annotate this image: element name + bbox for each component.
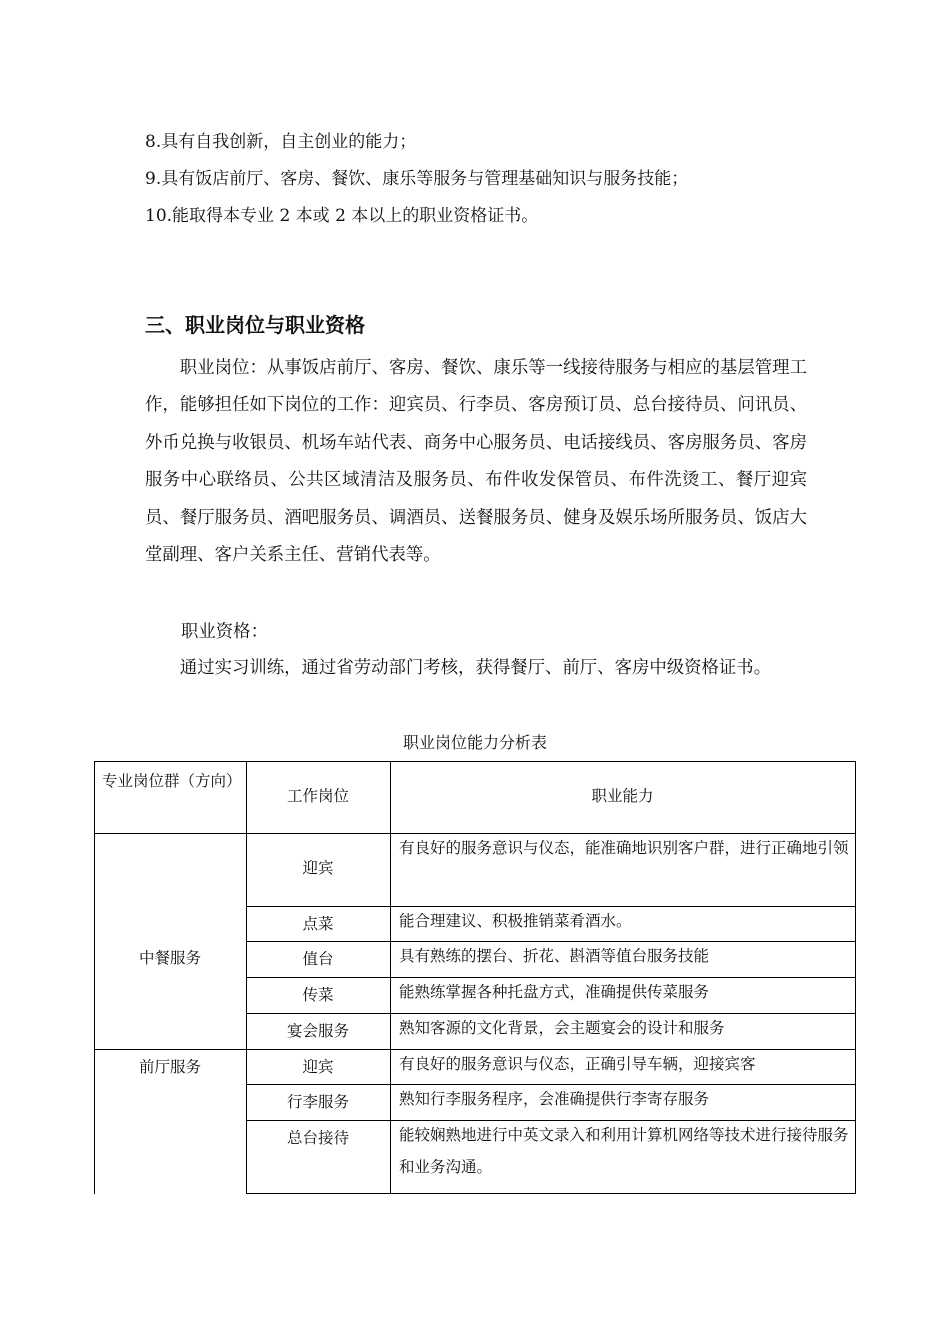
table-border-bottom (246, 1193, 856, 1194)
ability-cell: 能较娴熟地进行中英文录入和利用计算机网络等技术进行接待服务和业务沟通。 (399, 1126, 849, 1176)
table-border-left (94, 761, 95, 1194)
ability-cell: 具有熟练的摆台、折花、斟酒等值台服务技能 (399, 947, 710, 965)
list-item-8: 8.具有自我创新，自主创业的能力； (145, 132, 417, 152)
post-cell: 传菜 (302, 986, 334, 1004)
post-cell: 迎宾 (302, 859, 334, 877)
qualification-label: 职业资格： (181, 622, 268, 642)
post-cell: 值台 (302, 950, 334, 968)
list-item-10: 10.能取得本专业 2 本或 2 本以上的职业资格证书。 (145, 206, 539, 226)
ability-cell: 熟知行李服务程序，会准确提供行李寄存服务 (399, 1090, 710, 1108)
header-ability: 职业能力 (591, 787, 654, 805)
ability-cell: 熟知客源的文化背景，会主题宴会的设计和服务 (399, 1019, 725, 1037)
careers-paragraph: 职业岗位：从事饭店前厅、客房、餐饮、康乐等一线接待服务与相应的基层管理工作，能够担任如下岗位的工作：迎宾员、行李员、客房预订员、总台接待员、问讯员、外币兑换与收银员、机场车站代表、商务中心服务员、电话接线员、客房服务员、客房服务中心联络员、公共区域清洁及服务员、布件收发保管员、布件洗烫工、餐厅迎宾员、餐厅服务员、酒吧服务员、调酒员、送餐服务员、健身及娱乐场所服务员、饭店大堂副理、客户关系主任、营销代表等。 (145, 358, 807, 566)
header-group: 专业岗位群（方向） (102, 772, 242, 790)
header-post: 工作岗位 (286, 787, 349, 805)
section-heading: 三、职业岗位与职业资格 (145, 313, 365, 337)
post-cell: 点菜 (302, 915, 334, 933)
ability-cell: 能熟练掌握各种托盘方式，准确提供传菜服务 (399, 983, 710, 1001)
ability-cell: 有良好的服务意识与仪态，能准确地识别客户群，进行正确地引领 (399, 839, 849, 857)
ability-cell: 能合理建议、积极推销菜肴酒水。 (399, 912, 632, 930)
table-title: 职业岗位能力分析表 (402, 733, 547, 752)
group-name-chinese-dining: 中餐服务 (138, 949, 201, 967)
post-cell: 总台接待 (286, 1129, 349, 1147)
ability-cell: 有良好的服务意识与仪态，正确引导车辆，迎接宾客 (399, 1055, 756, 1073)
table-border-top (94, 761, 856, 762)
post-cell: 宴会服务 (286, 1022, 349, 1040)
qualification-paragraph: 通过实习训练，通过省劳动部门考核，获得餐厅、前厅、客房中级资格证书。 (179, 658, 772, 678)
group-name-front-office: 前厅服务 (138, 1058, 201, 1076)
post-cell: 迎宾 (302, 1058, 334, 1076)
post-cell: 行李服务 (286, 1093, 349, 1111)
list-item-9: 9.具有饭店前厅、客房、餐饮、康乐等服务与管理基础知识与服务技能； (145, 169, 689, 189)
table-border-right (855, 761, 856, 1194)
